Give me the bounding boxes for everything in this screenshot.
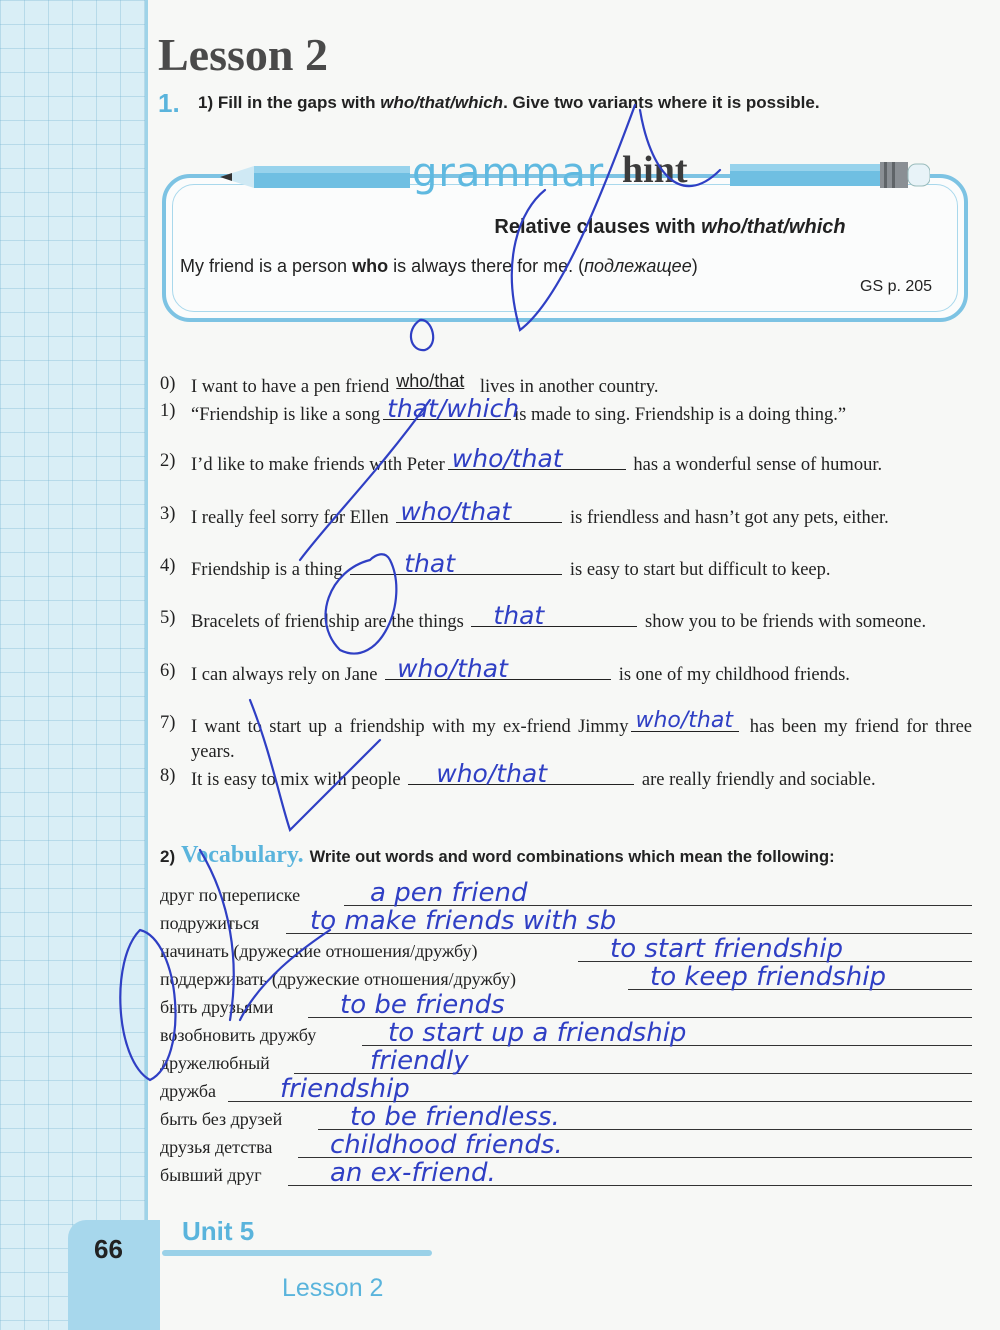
answer-gap-2[interactable]: who/that — [451, 444, 563, 473]
margin-line — [145, 0, 148, 1330]
hint-word: hint — [622, 149, 688, 191]
answer-gap-8[interactable]: who/that — [436, 759, 548, 788]
unit-label: Unit 5 — [182, 1216, 255, 1246]
vocab-row — [160, 962, 972, 994]
vocab-russian: подружиться — [160, 913, 260, 933]
vocab-russian: бывший друг — [160, 1165, 262, 1185]
vocab-russian: быть друзьями — [160, 997, 274, 1017]
vocab-answer[interactable]: an ex-friend. — [330, 1158, 496, 1188]
grammar-word: grammar — [412, 150, 605, 196]
footer-divider — [162, 1250, 432, 1256]
vocab-row — [160, 1158, 972, 1190]
vocabulary-heading: 2) Vocabulary. Write out words and word combinations which mean the following: — [160, 842, 835, 868]
vocab-row — [160, 1074, 972, 1106]
vocab-answer[interactable]: friendship — [280, 1074, 410, 1104]
answer-gap-3[interactable]: who/that — [400, 497, 512, 526]
margin-grid — [0, 0, 145, 1330]
vocab-russian: начинать (дружеские отношения/дружбу) — [160, 941, 478, 961]
answer-gap-5[interactable]: that — [493, 601, 545, 630]
grammar-hint-box — [162, 174, 968, 322]
vocab-answer[interactable]: childhood friends. — [330, 1130, 563, 1160]
vocab-answer[interactable]: to start up a friendship — [388, 1018, 687, 1048]
example-answer: who/that — [396, 371, 465, 391]
vocab-row — [160, 1102, 972, 1134]
hint-heading: Relative clauses with who/that/which — [494, 216, 846, 238]
vocab-row — [160, 1130, 972, 1162]
vocab-row — [160, 906, 972, 938]
pencil-right-icon — [730, 158, 930, 192]
vocab-answer[interactable]: to be friendless. — [350, 1102, 560, 1132]
grammar-reference: GS p. 205 — [860, 278, 933, 295]
page-number: 66 — [94, 1234, 123, 1264]
lesson-title: Lesson 2 — [158, 29, 328, 80]
answer-gap-1[interactable]: that/which — [387, 394, 520, 423]
footer-lesson: Lesson 2 — [282, 1274, 384, 1302]
vocab-answer[interactable]: to make friends with sb — [310, 906, 617, 936]
answer-gap-6[interactable]: who/that — [397, 654, 508, 683]
pencil-left-icon — [220, 160, 410, 194]
vocab-russian: поддерживать (дружеские отношения/дружбу) — [160, 969, 517, 989]
vocab-answer[interactable]: to be friends — [340, 990, 505, 1020]
vocab-answer[interactable]: friendly — [370, 1046, 469, 1076]
exercise-number: 1. — [158, 88, 180, 118]
vocab-russian: возобновить дружбу — [160, 1025, 317, 1045]
vocab-row — [160, 1018, 972, 1050]
hint-example: My friend is a person who is always there for me. (подлежащее) — [180, 256, 698, 276]
vocab-answer[interactable]: to keep friendship — [650, 962, 886, 992]
vocab-russian: быть без друзей — [160, 1109, 283, 1129]
vocab-answer[interactable]: to start friendship — [610, 934, 843, 964]
vocab-russian: дружелюбный — [160, 1053, 270, 1073]
exercise-instruction: 1) Fill in the gaps with who/that/which. Give two variants where it is possible. — [198, 93, 820, 112]
answer-gap-4[interactable]: that — [404, 549, 456, 578]
vocab-russian: друзья детства — [160, 1137, 273, 1157]
vocab-answer[interactable]: a pen friend — [370, 878, 528, 908]
vocab-russian: дружба — [160, 1081, 217, 1101]
answer-gap-7[interactable]: who/that — [635, 708, 733, 733]
vocab-russian: друг по переписке — [160, 885, 301, 905]
